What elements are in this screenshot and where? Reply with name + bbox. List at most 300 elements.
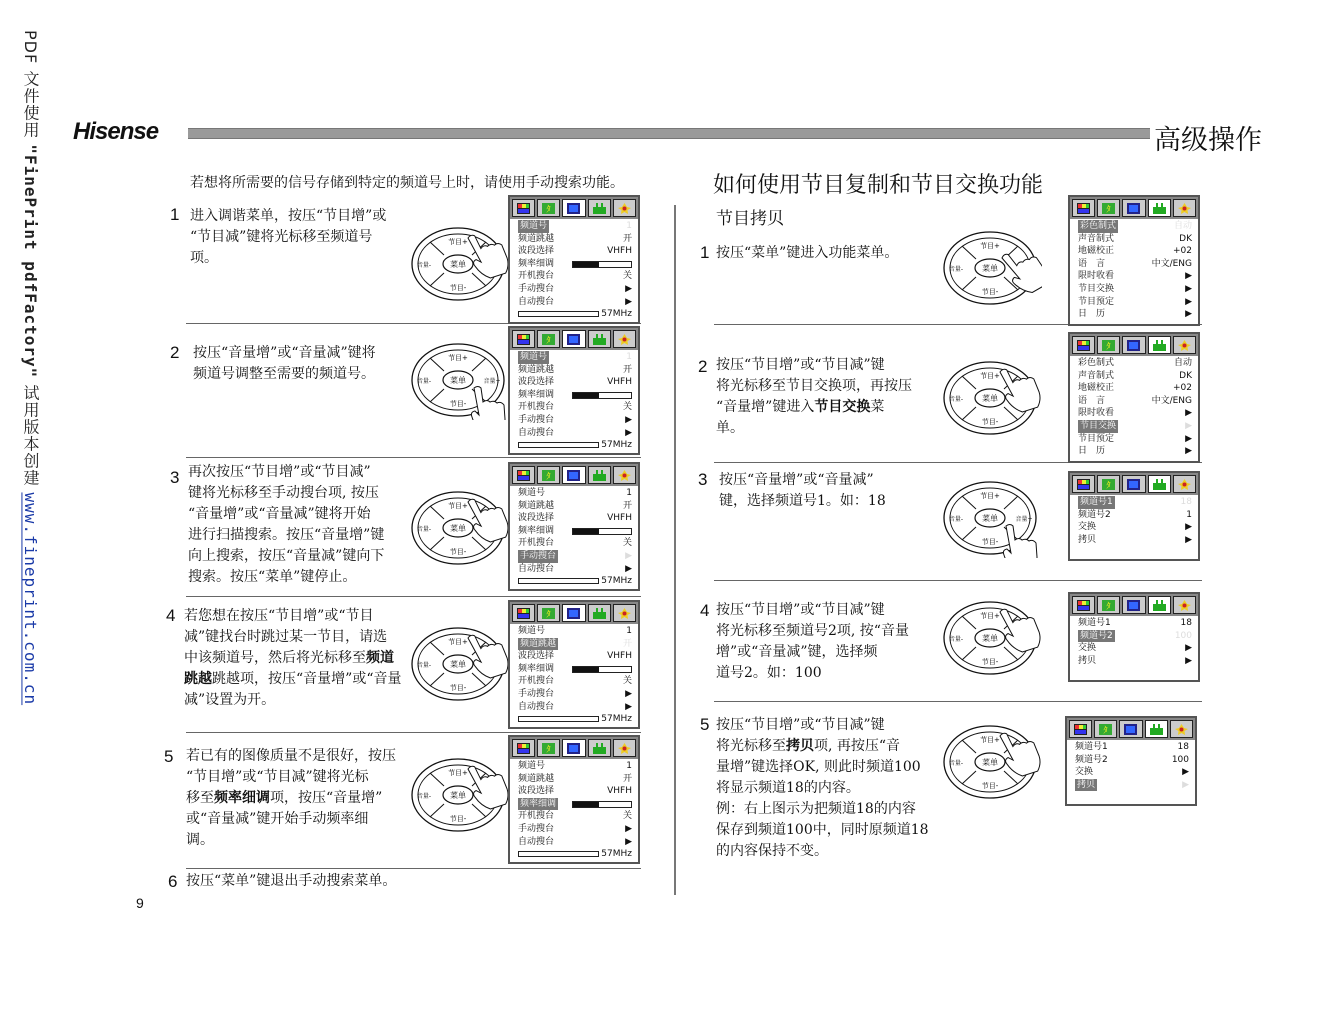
tuning-icon bbox=[562, 466, 585, 484]
menu-row bbox=[518, 376, 632, 389]
step-number: 3 bbox=[698, 470, 708, 489]
tuning-icon bbox=[562, 330, 585, 348]
step-text bbox=[716, 355, 912, 439]
menu-row bbox=[518, 563, 632, 576]
remote-center-label: 菜单 bbox=[982, 264, 998, 273]
menu-row bbox=[1078, 296, 1192, 309]
menu-icon-bar bbox=[510, 197, 638, 219]
step-number: 2 bbox=[170, 343, 180, 362]
menu-row-label: 地磁校正 bbox=[1078, 246, 1115, 257]
remote-down-label: 节目- bbox=[449, 815, 467, 823]
step-line: 道号2。如：100 bbox=[716, 665, 822, 681]
frequency-value: 57MHz bbox=[601, 575, 632, 586]
tuning-icon bbox=[1119, 720, 1142, 738]
remote-up-label: 节目+ bbox=[448, 638, 468, 646]
sound-icon bbox=[537, 330, 560, 348]
remote-center-label: 菜单 bbox=[982, 758, 998, 767]
step-line: 按压“节目增”或“节目减”键 bbox=[716, 717, 885, 733]
menu-row-label: 限时收看 bbox=[1078, 271, 1115, 282]
sound-icon bbox=[1097, 336, 1120, 354]
menu-row-value: 1 bbox=[626, 352, 632, 362]
brand-logo: Hisense bbox=[73, 118, 159, 145]
section-title: 如何使用节目复制和节目交换功能 bbox=[713, 173, 1044, 198]
picture-icon bbox=[512, 466, 535, 484]
menu-row bbox=[1078, 233, 1192, 246]
menu-row-value: 开 bbox=[622, 500, 632, 511]
menu-row-label: 节目预定 bbox=[1078, 296, 1115, 307]
menu-icon-bar bbox=[1070, 473, 1198, 495]
frequency-readout bbox=[518, 575, 632, 586]
svg-text:ﾀ: ﾀ bbox=[1106, 602, 1111, 611]
menu-row-label: 频道跳越 bbox=[518, 500, 555, 511]
column-divider bbox=[674, 205, 676, 895]
menu-row-value: 18 bbox=[1180, 618, 1192, 628]
feature-icon bbox=[1173, 596, 1196, 614]
menu-row-label: 波段选择 bbox=[518, 786, 555, 797]
remote-up-label: 节目+ bbox=[448, 769, 468, 777]
remote-up-label: 节目+ bbox=[980, 492, 1000, 500]
menu-row-value: VHFH bbox=[607, 377, 632, 388]
menu-icon-bar bbox=[510, 602, 638, 624]
step-line bbox=[184, 669, 401, 690]
remote-up-label: 节目+ bbox=[448, 354, 468, 362]
frequency-value: 57MHz bbox=[601, 308, 632, 319]
menu-row bbox=[1078, 655, 1192, 668]
menu-row bbox=[518, 401, 632, 414]
function-icon bbox=[588, 199, 611, 217]
step-number: 1 bbox=[170, 205, 180, 224]
remote-center-label: 菜单 bbox=[450, 260, 466, 269]
menu-row bbox=[518, 773, 632, 786]
step-line-text: 跳越项，按压“音量增”或“音量 bbox=[212, 671, 402, 687]
step-line-text: 移至 bbox=[186, 790, 214, 806]
remote-control-diagram bbox=[942, 228, 1042, 308]
feature-icon bbox=[1173, 336, 1196, 354]
sound-icon bbox=[1097, 596, 1120, 614]
remote-up-label: 节目+ bbox=[448, 502, 468, 510]
frequency-value: 57MHz bbox=[601, 713, 632, 724]
menu-row-label: 语 言 bbox=[1078, 258, 1106, 269]
menu-row-value bbox=[572, 389, 632, 402]
menu-row-value: ▶ bbox=[1182, 779, 1189, 790]
menu-row-label: 手动搜台 bbox=[518, 414, 555, 425]
menu-row-value: ▶ bbox=[625, 283, 632, 294]
swap-menu bbox=[1065, 716, 1197, 806]
menu-row bbox=[518, 351, 632, 364]
step-line: 进行扫描搜索。按压“音量增”键 bbox=[188, 527, 385, 543]
svg-text:ﾀ: ﾀ bbox=[546, 610, 551, 619]
menu-row-value: ▶ bbox=[1185, 408, 1192, 419]
menu-row bbox=[1078, 308, 1192, 321]
step-line: 的内容保持不变。 bbox=[716, 843, 828, 859]
menu-row-value: ▶ bbox=[625, 701, 632, 712]
fine-tune-bar bbox=[572, 528, 632, 535]
watermark-product: "FinePrint pdfFactory" bbox=[21, 144, 40, 379]
remote-left-label: 音量- bbox=[948, 516, 964, 523]
bold-term: 拷贝 bbox=[786, 738, 814, 754]
menu-row bbox=[518, 663, 632, 676]
menu-row-label: 频率细调 bbox=[518, 258, 555, 269]
menu-row-label: 频道号2 bbox=[1080, 630, 1113, 641]
menu-row-value: ▶ bbox=[1185, 309, 1192, 320]
tuning-icon bbox=[1122, 336, 1145, 354]
svg-text:ﾀ: ﾀ bbox=[546, 336, 551, 345]
menu-row-value: ▶ bbox=[625, 550, 632, 561]
menu-row-label: 频道号2 bbox=[1078, 509, 1111, 520]
tuning-menu bbox=[508, 326, 640, 455]
remote-control-diagram bbox=[410, 340, 510, 420]
step-text bbox=[190, 206, 386, 269]
menu-row-value: ▶ bbox=[625, 414, 632, 425]
svg-text:ﾀ: ﾀ bbox=[546, 205, 551, 214]
menu-row bbox=[518, 701, 632, 714]
menu-row-value: 中文/ENG bbox=[1151, 258, 1192, 269]
menu-row bbox=[1075, 741, 1189, 754]
menu-row bbox=[1078, 283, 1192, 296]
tuning-menu bbox=[508, 195, 640, 324]
step-line bbox=[184, 648, 401, 669]
menu-row-value: DK bbox=[1179, 370, 1192, 381]
menu-row-value: ▶ bbox=[625, 563, 632, 574]
menu-row-label: 开机搜台 bbox=[518, 676, 555, 687]
feature-icon bbox=[1173, 475, 1196, 493]
menu-row-label: 手动搜台 bbox=[518, 283, 555, 294]
menu-row-label: 频道号2 bbox=[1075, 754, 1108, 765]
step-number: 2 bbox=[698, 357, 708, 376]
menu-row bbox=[518, 512, 632, 525]
menu-row-value: 1 bbox=[626, 221, 632, 231]
step-text bbox=[186, 746, 396, 851]
menu-row bbox=[518, 427, 632, 440]
menu-row bbox=[1078, 245, 1192, 258]
frequency-value: 57MHz bbox=[601, 439, 632, 450]
menu-icon-bar bbox=[1070, 197, 1198, 219]
remote-control-diagram bbox=[410, 488, 510, 568]
remote-down-label: 节目- bbox=[981, 658, 999, 666]
remote-left-label: 音量- bbox=[948, 266, 964, 273]
remote-down-label: 节目- bbox=[449, 548, 467, 556]
remote-control-diagram bbox=[942, 722, 1042, 802]
sound-icon bbox=[1097, 475, 1120, 493]
menu-row bbox=[518, 283, 632, 296]
step-text bbox=[716, 600, 909, 684]
menu-row-label: 拷贝 bbox=[1078, 534, 1097, 545]
remote-down-label: 节目- bbox=[449, 284, 467, 292]
step-text bbox=[719, 470, 886, 512]
menu-row-value: 100 bbox=[1174, 630, 1192, 641]
menu-row bbox=[1078, 370, 1192, 383]
remote-down-label: 节目- bbox=[981, 288, 999, 296]
menu-row-label: 波段选择 bbox=[518, 513, 555, 524]
remote-dpad-icon bbox=[410, 340, 510, 420]
step-line: 按压“节目增”或“节目减”键 bbox=[716, 602, 885, 618]
function-icon bbox=[1148, 596, 1171, 614]
menu-row-value: DK bbox=[1179, 233, 1192, 244]
menu-row-value: ▶ bbox=[625, 296, 632, 307]
remote-up-label: 节目+ bbox=[980, 736, 1000, 744]
remote-dpad-icon bbox=[942, 228, 1042, 308]
menu-row-value bbox=[572, 525, 632, 538]
step-line: 按压“节目增”或“节目减”键 bbox=[716, 357, 885, 373]
picture-icon bbox=[512, 739, 535, 757]
function-icon bbox=[1145, 720, 1168, 738]
step-number: 4 bbox=[700, 601, 710, 620]
menu-row-value: 自动 bbox=[1173, 358, 1192, 368]
menu-row-label: 频道跳越 bbox=[518, 364, 555, 375]
menu-row-label: 声音制式 bbox=[1078, 370, 1115, 381]
menu-row bbox=[518, 550, 632, 563]
fine-tune-bar bbox=[572, 261, 632, 268]
menu-row bbox=[518, 638, 632, 651]
menu-row-value: 1 bbox=[1186, 509, 1192, 520]
step-line: 量增”键选择OK, 则此时频道100 bbox=[716, 759, 921, 775]
tuning-icon bbox=[1122, 199, 1145, 217]
menu-row bbox=[518, 258, 632, 271]
step-line: “节目减”键将光标移至频道号 bbox=[190, 229, 373, 245]
menu-row-label: 彩色制式 bbox=[1078, 358, 1115, 368]
remote-up-label: 节目+ bbox=[980, 372, 1000, 380]
menu-row-value bbox=[572, 258, 632, 271]
menu-row-value: 开 bbox=[622, 233, 632, 244]
watermark-mid: 试用版本创建 bbox=[21, 378, 40, 493]
remote-dpad-icon bbox=[410, 224, 510, 304]
remote-control-diagram bbox=[410, 224, 510, 304]
step-line: 将光标移至节目交换项，再按压 bbox=[716, 378, 912, 394]
menu-row bbox=[518, 270, 632, 283]
menu-row-value: 18 bbox=[1180, 497, 1192, 507]
divider bbox=[186, 732, 641, 733]
remote-left-label: 音量- bbox=[948, 636, 964, 643]
bold-term: 频率细调 bbox=[214, 790, 270, 806]
menu-row-value: ▶ bbox=[1185, 446, 1192, 457]
menu-row bbox=[1078, 382, 1192, 395]
remote-control-diagram bbox=[942, 478, 1042, 558]
feature-icon bbox=[613, 739, 636, 757]
menu-row-label: 自动搜台 bbox=[518, 296, 555, 307]
menu-row-value: 100 bbox=[1171, 754, 1189, 765]
menu-row bbox=[1078, 617, 1192, 630]
menu-row bbox=[1078, 395, 1192, 408]
menu-row-value: ▶ bbox=[625, 688, 632, 699]
page-title: 高级操作 bbox=[1154, 125, 1262, 156]
menu-icon-bar bbox=[510, 464, 638, 486]
remote-center-label: 菜单 bbox=[982, 634, 998, 643]
menu-row-label: 节目交换 bbox=[1078, 283, 1115, 294]
menu-row bbox=[518, 364, 632, 377]
remote-center-label: 菜单 bbox=[450, 376, 466, 385]
remote-dpad-icon bbox=[942, 722, 1042, 802]
step-line: 将显示频道18的内容。 bbox=[716, 780, 860, 796]
menu-row-value: 1 bbox=[626, 626, 632, 636]
menu-row-value: VHFH bbox=[607, 246, 632, 257]
watermark-prefix: PDF 文件使用 bbox=[21, 30, 40, 145]
menu-row-label: 开机搜台 bbox=[518, 811, 555, 822]
step-line: 或“音量减”键开始手动频率细 bbox=[186, 811, 369, 827]
sound-icon bbox=[1094, 720, 1117, 738]
step-line: 频道号调整至需要的频道号。 bbox=[193, 366, 375, 382]
step-line: 进入调谐菜单，按压“节目增”或 bbox=[190, 208, 387, 224]
remote-dpad-icon bbox=[410, 624, 510, 704]
tuning-icon bbox=[1122, 475, 1145, 493]
step-line-text: 项，按压“音量增” bbox=[270, 790, 383, 806]
step-number: 5 bbox=[700, 715, 710, 734]
picture-icon bbox=[1072, 199, 1095, 217]
divider bbox=[714, 580, 1202, 581]
menu-row bbox=[1078, 496, 1192, 509]
menu-row-label: 语 言 bbox=[1078, 395, 1106, 406]
frequency-readout bbox=[518, 848, 632, 859]
menu-row bbox=[1078, 270, 1192, 283]
menu-row-value: ▶ bbox=[1185, 655, 1192, 666]
step-line: 将光标移至频道号2项, 按“音量 bbox=[716, 623, 909, 639]
menu-row-value: 18 bbox=[1177, 742, 1189, 752]
intro-text: 若想将所需要的信号存储到特定的频道号上时，请使用手动搜索功能。 bbox=[190, 175, 624, 191]
menu-row-value: ▶ bbox=[625, 823, 632, 834]
feature-icon bbox=[613, 466, 636, 484]
menu-row bbox=[1078, 220, 1192, 233]
menu-row-value: 自动 bbox=[1173, 221, 1192, 231]
step-line: 搜索。按压“菜单”键停止。 bbox=[188, 569, 357, 585]
remote-control-diagram bbox=[942, 598, 1042, 678]
feature-icon bbox=[613, 330, 636, 348]
step-line: 按压“音量增”或“音量减”键将 bbox=[193, 345, 376, 361]
step-line: 单。 bbox=[716, 420, 744, 436]
step-line-text: 项, 再按压“音 bbox=[814, 738, 901, 754]
page-number: 9 bbox=[136, 895, 144, 911]
menu-row-value: +02 bbox=[1173, 383, 1192, 394]
menu-row-label: 波段选择 bbox=[518, 246, 555, 257]
watermark-link[interactable]: www.fineprint.com.cn bbox=[21, 492, 40, 706]
menu-row-value: ▶ bbox=[625, 427, 632, 438]
menu-row-value: +02 bbox=[1173, 246, 1192, 257]
menu-row bbox=[518, 675, 632, 688]
tuning-icon bbox=[562, 604, 585, 622]
menu-row-label: 声音制式 bbox=[1078, 233, 1115, 244]
frequency-readout bbox=[518, 439, 632, 450]
remote-down-label: 节目- bbox=[981, 418, 999, 426]
menu-row-value: ▶ bbox=[1185, 643, 1192, 654]
menu-row bbox=[1078, 445, 1192, 458]
step-text bbox=[716, 715, 929, 862]
step-line: 若您想在按压“节目增”或“节目 bbox=[184, 608, 374, 624]
menu-row-label: 频率细调 bbox=[520, 798, 557, 809]
feature-icon bbox=[613, 604, 636, 622]
menu-row-label: 频道号 bbox=[518, 488, 546, 498]
menu-row bbox=[518, 760, 632, 773]
menu-row-label: 日 历 bbox=[1078, 446, 1106, 457]
menu-row-label: 频率细调 bbox=[518, 389, 555, 400]
remote-control-diagram bbox=[410, 624, 510, 704]
menu-row-value bbox=[572, 798, 632, 811]
frequency-readout bbox=[518, 713, 632, 724]
remote-dpad-icon bbox=[942, 598, 1042, 678]
menu-row-value: 关 bbox=[622, 811, 632, 822]
remote-center-label: 菜单 bbox=[982, 514, 998, 523]
remote-left-label: 音量- bbox=[416, 793, 432, 800]
menu-row-label: 日 历 bbox=[1078, 309, 1106, 320]
svg-text:ﾀ: ﾀ bbox=[1106, 205, 1111, 214]
picture-icon bbox=[1072, 336, 1095, 354]
menu-row-label: 波段选择 bbox=[518, 651, 555, 662]
menu-icon-bar bbox=[1067, 718, 1195, 740]
menu-row-value: ▶ bbox=[1185, 420, 1192, 431]
sound-icon bbox=[537, 466, 560, 484]
menu-icon-bar bbox=[1070, 334, 1198, 356]
menu-row bbox=[518, 525, 632, 538]
menu-row-value: ▶ bbox=[1185, 283, 1192, 294]
picture-icon bbox=[1072, 596, 1095, 614]
step-line-text: “音量增”键进入 bbox=[716, 399, 815, 415]
remote-right-label: 音量+ bbox=[483, 378, 501, 385]
menu-row-label: 交换 bbox=[1075, 767, 1094, 778]
menu-row-label: 交换 bbox=[1078, 522, 1097, 533]
divider bbox=[186, 596, 641, 597]
menu-row-label: 频道号1 bbox=[1075, 742, 1108, 752]
menu-icon-bar bbox=[510, 328, 638, 350]
frequency-value: 57MHz bbox=[601, 848, 632, 859]
menu-row-label: 波段选择 bbox=[518, 377, 555, 388]
menu-row-label: 交换 bbox=[1078, 643, 1097, 654]
remote-left-label: 音量- bbox=[416, 378, 432, 385]
tuning-icon bbox=[1122, 596, 1145, 614]
menu-row-value: 1 bbox=[626, 488, 632, 498]
step-line-text: 菜 bbox=[870, 399, 885, 415]
menu-row-label: 手动搜台 bbox=[518, 823, 555, 834]
menu-row-label: 频道号 bbox=[520, 221, 548, 231]
feature-icon bbox=[613, 199, 636, 217]
menu-row-label: 频率细调 bbox=[518, 525, 555, 536]
menu-row bbox=[518, 296, 632, 309]
menu-row-value: ▶ bbox=[1185, 271, 1192, 282]
menu-row-label: 频道跳越 bbox=[520, 638, 557, 649]
remote-center-label: 菜单 bbox=[450, 660, 466, 669]
menu-row-value: 开 bbox=[622, 773, 632, 784]
menu-row bbox=[518, 500, 632, 513]
remote-left-label: 音量- bbox=[948, 760, 964, 767]
step-line-text: 中该频道号，然后将光标移至 bbox=[184, 650, 366, 666]
menu-row-label: 手动搜台 bbox=[520, 550, 557, 561]
menu-row-label: 频道号 bbox=[518, 761, 546, 771]
step-line: 键将光标移至手动搜台项, 按压 bbox=[188, 485, 379, 501]
remote-dpad-icon bbox=[410, 755, 510, 835]
step-number: 3 bbox=[170, 468, 180, 487]
menu-row-label: 节目预定 bbox=[1078, 433, 1115, 444]
swap-menu bbox=[1068, 471, 1200, 561]
remote-center-label: 菜单 bbox=[450, 791, 466, 800]
function-icon bbox=[1148, 475, 1171, 493]
remote-control-diagram bbox=[942, 358, 1042, 438]
step-line: 调。 bbox=[186, 832, 214, 848]
menu-row-value: ▶ bbox=[1185, 433, 1192, 444]
menu-row-value bbox=[572, 663, 632, 676]
function-menu bbox=[1068, 332, 1200, 463]
remote-left-label: 音量- bbox=[948, 396, 964, 403]
menu-row-label: 频道号1 bbox=[1078, 618, 1111, 628]
menu-row-value: 关 bbox=[622, 271, 632, 282]
sound-icon bbox=[1097, 199, 1120, 217]
step-text bbox=[188, 462, 384, 588]
remote-left-label: 音量- bbox=[416, 662, 432, 669]
svg-text:ﾀ: ﾀ bbox=[1103, 726, 1108, 735]
menu-row-label: 拷贝 bbox=[1078, 655, 1097, 666]
step-line: 减”设置为开。 bbox=[184, 692, 276, 708]
divider bbox=[714, 701, 1202, 702]
fine-tune-bar bbox=[572, 392, 632, 399]
menu-row bbox=[518, 414, 632, 427]
menu-row bbox=[1078, 509, 1192, 522]
step-text bbox=[193, 343, 376, 385]
menu-row bbox=[518, 823, 632, 836]
